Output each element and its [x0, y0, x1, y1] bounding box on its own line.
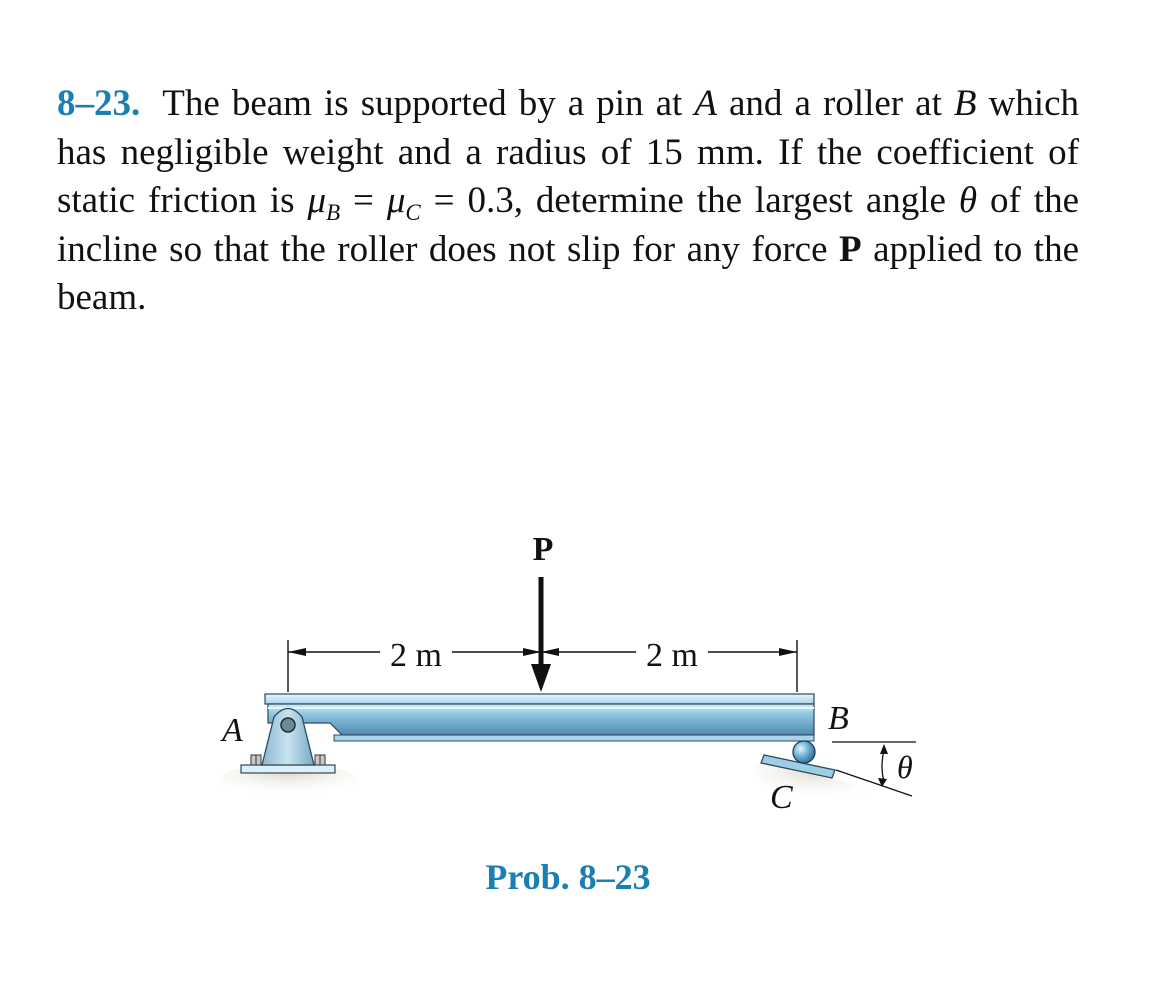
problem-text-segment: C — [405, 200, 421, 226]
force-label: P — [532, 531, 554, 568]
dimension-left-label: 2 m — [390, 637, 442, 674]
angle-label: θ — [897, 749, 913, 785]
problem-text-segment: of the incline so that the roller does not slip for any force — [57, 180, 1079, 270]
roller-b-icon — [793, 741, 815, 763]
problem-text-segment: A — [694, 83, 717, 124]
pin-icon — [281, 718, 295, 732]
problem-text-segment: μ — [307, 180, 327, 221]
problem-number: 8–23. — [57, 83, 141, 124]
point-c-label: C — [770, 779, 793, 816]
dimension-right-label: 2 m — [646, 637, 698, 674]
angle-arrow-down — [878, 778, 887, 787]
problem-text-segment: B — [953, 83, 977, 124]
problem-text-segment: μ — [386, 180, 406, 221]
problem-text-segment: = 0.3, determine the largest angle — [420, 180, 959, 221]
problem-text-segment: = — [340, 180, 387, 221]
beam — [265, 694, 814, 741]
force-arrow-head — [531, 664, 551, 692]
problem-text-segment: The beam is supported by a pin at — [162, 83, 695, 124]
problem-text-segment: and a roller at — [716, 83, 954, 124]
problem-text-segment: which has negligible weight and a radius of 15 mm. If the coefficient of static friction is — [57, 83, 1079, 221]
problem-text-segment: θ — [958, 180, 978, 221]
problem-text-segment: applied to the beam. — [57, 228, 1079, 318]
point-a-label: A — [222, 712, 243, 749]
problem-text-segment: P — [839, 228, 862, 270]
problem-text-segment: B — [326, 200, 341, 226]
angle-arrow-up — [880, 744, 888, 754]
figure-caption: Prob. 8–23 — [485, 857, 651, 897]
bolt-left-icon — [251, 755, 261, 765]
bolt-right-icon — [315, 755, 325, 765]
point-b-label: B — [828, 700, 849, 737]
